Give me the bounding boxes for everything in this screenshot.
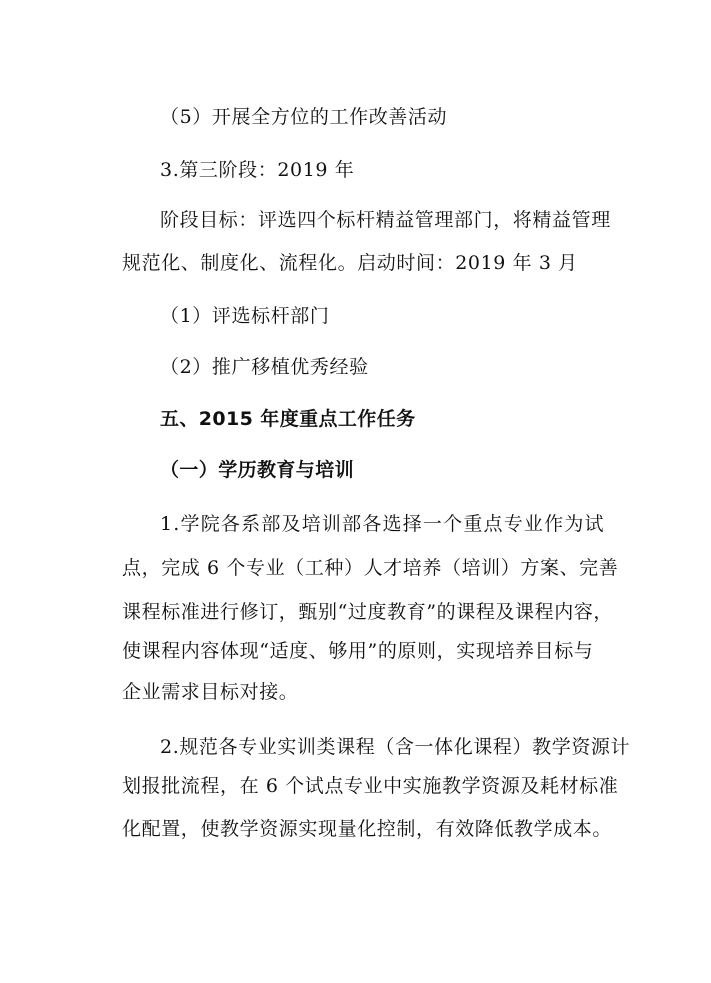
task-1-line-2: 点，完成 6 个专业（工种）人才培养（培训）方案、完善 bbox=[122, 557, 619, 579]
task-1-line-5: 企业需求目标对接。 bbox=[122, 681, 299, 703]
stage-3-heading: 3.第三阶段：2019 年 bbox=[160, 159, 355, 181]
stage-goal-line-1: 阶段目标：评选四个标杆精益管理部门，将精益管理 bbox=[160, 209, 611, 231]
item-2-promote-experience: （2）推广移植优秀经验 bbox=[160, 356, 369, 378]
task-2-line-3: 化配置，使教学资源实现量化控制，有效降低教学成本。 bbox=[122, 818, 613, 840]
task-2-line-1: 2.规范各专业实训类课程（含一体化课程）教学资源计 bbox=[160, 736, 631, 758]
task-1-line-3: 课程标准进行修订，甄别“过度教育”的课程及课程内容， bbox=[122, 601, 614, 623]
item-5-improvement-activities: （5）开展全方位的工作改善活动 bbox=[160, 106, 448, 128]
item-1-select-benchmark: （1）评选标杆部门 bbox=[160, 305, 330, 327]
task-1-line-1: 1.学院各系部及培训部各选择一个重点专业作为试 bbox=[160, 513, 605, 535]
task-2-line-2: 划报批流程，在 6 个试点专业中实施教学资源及耗材标准 bbox=[122, 775, 619, 797]
task-1-line-4: 使课程内容体现“适度、够用”的原则，实现培养目标与 bbox=[122, 640, 594, 662]
subsection-1-heading: （一）学历教育与培训 bbox=[160, 459, 355, 481]
section-5-heading: 五、2015 年度重点工作任务 bbox=[160, 408, 416, 430]
stage-goal-line-2: 规范化、制度化、流程化。启动时间：2019 年 3 月 bbox=[122, 252, 578, 274]
